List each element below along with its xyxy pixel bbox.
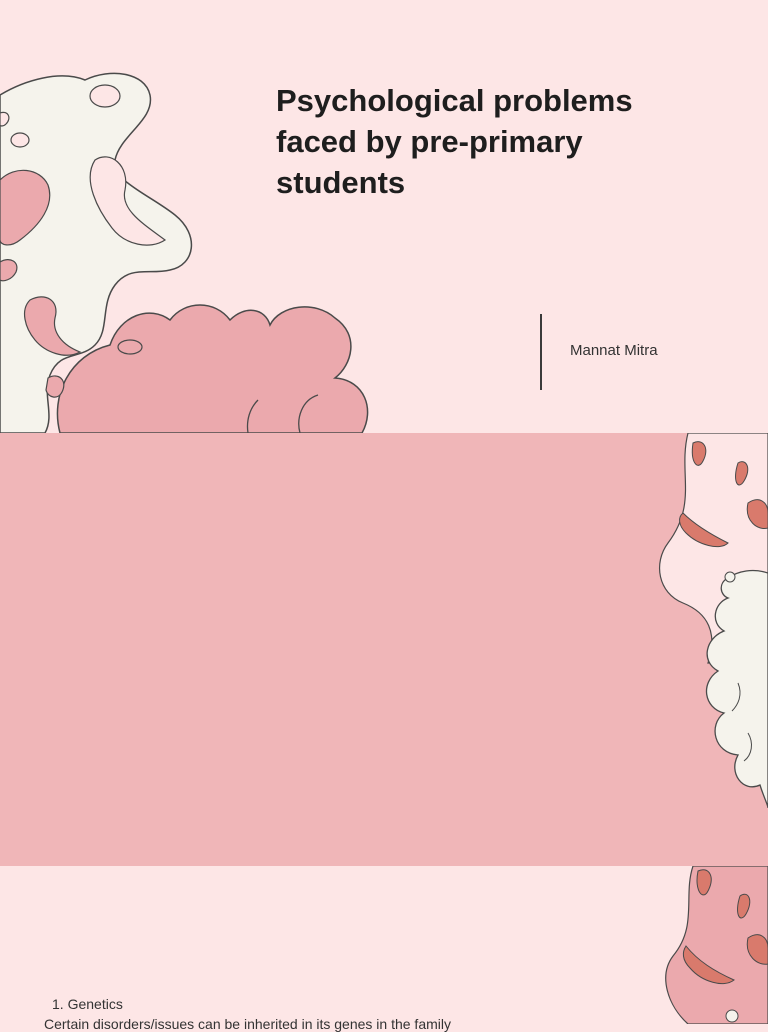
list-item-description: Certain disorders/issues can be inherited in its genes in the family — [44, 1016, 451, 1032]
author-name: Mannat Mitra — [570, 342, 658, 359]
list-item: 1. Genetics — [52, 996, 123, 1012]
abstract-blob-illustration — [648, 433, 768, 866]
presentation-title: Psychological problems faced by pre-primary students — [276, 83, 633, 200]
abstract-blob-illustration — [0, 0, 420, 433]
slide-title — [0, 0, 768, 433]
abstract-blob-illustration — [648, 866, 768, 1024]
slide-mental-health — [0, 433, 768, 866]
vertical-divider — [540, 314, 542, 390]
factors-list — [52, 994, 123, 1014]
